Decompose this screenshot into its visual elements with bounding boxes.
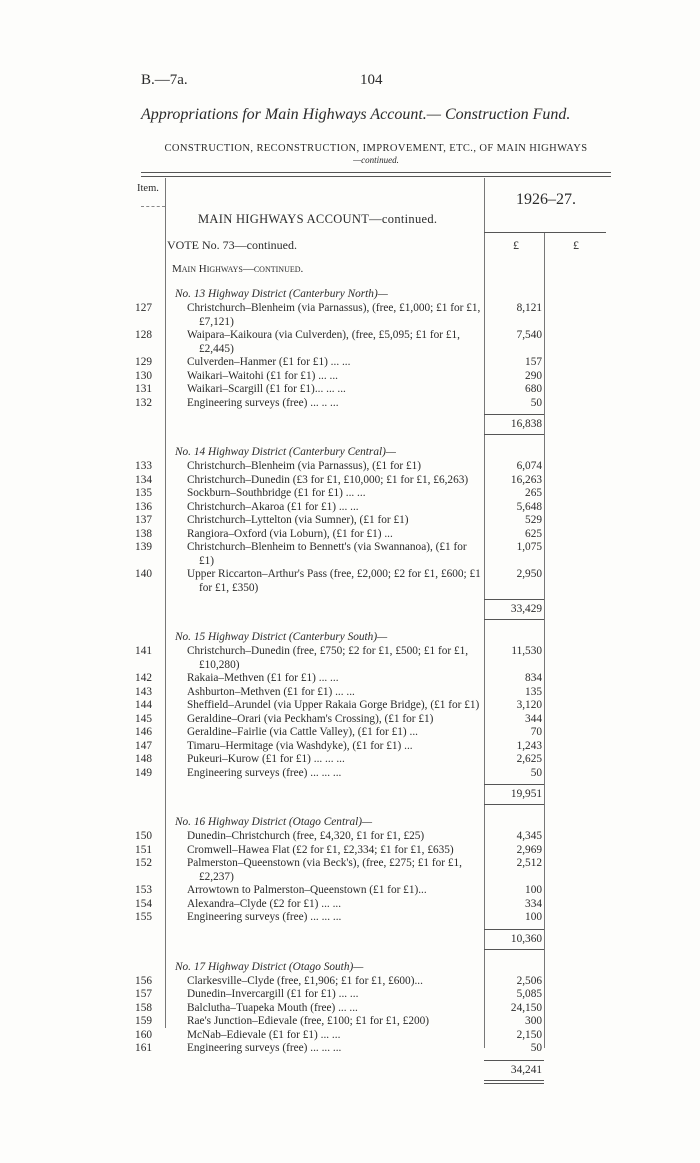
year-heading: 1926–27. <box>516 191 576 208</box>
table-row <box>0 672 700 686</box>
item-description: Ashburton–Methven (£1 for £1) ... ... <box>187 685 355 698</box>
item-amount: 16,263 <box>510 473 542 486</box>
item-description: Palmerston–Queenstown (via Beck's), (free, £275; £1 for £1, £2,237) <box>187 857 462 883</box>
district-total-row <box>0 780 700 806</box>
district-total-underline-rule <box>484 949 544 950</box>
table-row <box>0 884 700 898</box>
item-number: 159 <box>135 1015 152 1027</box>
table-row <box>0 514 700 528</box>
table-row <box>0 740 700 754</box>
item-amount: 265 <box>525 487 542 499</box>
item-amount: 50 <box>530 766 542 779</box>
item-amount: 4,345 <box>516 830 542 842</box>
district-total-rule <box>484 1060 544 1061</box>
item-description: Geraldine–Orari (via Peckham's Crossing), (£1 for £1) <box>187 712 434 725</box>
district-total-underline-rule <box>484 434 544 435</box>
table-row <box>0 329 700 356</box>
item-amount: 344 <box>525 712 542 725</box>
item-number: 136 <box>135 500 152 513</box>
item-description: Christchurch–Dunedin (£3 for £1, £10,000; £1 for £1, £6,263) <box>187 473 469 486</box>
district-total: 19,951 <box>510 788 542 800</box>
item-number: 160 <box>135 1028 152 1041</box>
table-row <box>0 645 700 672</box>
appropriations-table-body <box>0 288 700 1088</box>
item-description: Waikari–Waitohi (£1 for £1) ... ... <box>187 369 338 382</box>
item-amount: 529 <box>525 514 542 526</box>
table-row <box>0 975 700 989</box>
item-description: McNab–Edievale (£1 for £1) ... ... <box>187 1028 341 1041</box>
table-row <box>0 501 700 515</box>
table-row <box>0 911 700 925</box>
district-gap <box>0 806 700 816</box>
final-total-rule-1 <box>484 1080 544 1081</box>
item-description: Engineering surveys (free) ... ... ... <box>187 766 342 779</box>
table-row <box>0 1002 700 1016</box>
item-description: Engineering surveys (free) ... ... ... <box>187 1042 342 1054</box>
table-row <box>0 383 700 397</box>
district-gap <box>0 951 700 961</box>
item-description: Waikari–Scargill (£1 for £1)... ... ... <box>187 383 346 395</box>
item-heading-rule <box>141 206 165 207</box>
table-row <box>0 528 700 542</box>
table-row <box>0 460 700 474</box>
item-amount: 3,120 <box>516 699 542 711</box>
item-number: 132 <box>135 396 152 409</box>
item-description: Geraldine–Fairlie (via Cattle Valley), (£1 for £1) ... <box>187 726 418 738</box>
item-number: 133 <box>135 460 152 472</box>
district-heading-row <box>0 961 700 975</box>
page-number: 104 <box>360 72 383 88</box>
item-number: 156 <box>135 974 152 987</box>
item-number: 155 <box>135 911 152 923</box>
item-amount: 5,085 <box>516 988 542 1000</box>
item-amount: 2,969 <box>516 843 542 856</box>
item-amount: 2,625 <box>516 753 542 765</box>
district-total-row <box>0 595 700 621</box>
district-total: 10,360 <box>510 932 542 945</box>
item-amount: 834 <box>525 672 542 684</box>
table-row <box>0 753 700 767</box>
table-row <box>0 474 700 488</box>
item-description: Engineering surveys (free) ... .. ... <box>187 396 339 409</box>
district-gap <box>0 436 700 446</box>
section-heading: Main Highways—continued. <box>172 263 304 275</box>
item-number: 149 <box>135 766 152 779</box>
table-row <box>0 726 700 740</box>
item-number: 137 <box>135 514 152 526</box>
item-description: Clarkesville–Clyde (free, £1,906; £1 for £1, £600)... <box>187 974 423 987</box>
table-row <box>0 857 700 884</box>
pound-symbol-items: £ <box>513 238 519 252</box>
item-amount: 5,648 <box>516 500 542 513</box>
item-number: 144 <box>135 699 152 711</box>
item-number: 152 <box>135 857 152 869</box>
item-amount: 100 <box>525 884 542 896</box>
item-number: 142 <box>135 672 152 684</box>
item-description: Christchurch–Dunedin (free, £750; £2 for £1, £500; £1 for £1, £10,280) <box>187 645 469 671</box>
district-heading: No. 13 Highway District (Canterbury North)— <box>175 288 388 300</box>
item-number: 127 <box>135 302 152 314</box>
table-top-rule <box>141 172 611 173</box>
district-heading: No. 16 Highway District (Otago Central)— <box>175 816 373 828</box>
item-amount: 1,243 <box>516 739 542 752</box>
document-code: B.—7a. <box>141 72 188 88</box>
table-row <box>0 988 700 1002</box>
item-description: Sockburn–Southbridge (£1 for £1) ... ... <box>187 487 366 499</box>
item-description: Arrowtown to Palmerston–Queenstown (£1 for £1)... <box>187 884 427 896</box>
item-amount: 2,950 <box>516 568 542 580</box>
item-amount: 11,530 <box>511 645 542 657</box>
item-amount: 50 <box>530 1042 542 1054</box>
district-total: 16,838 <box>510 418 542 430</box>
year-heading-rule <box>484 232 606 233</box>
table-row <box>0 1029 700 1043</box>
item-number: 141 <box>135 645 152 657</box>
item-amount: 157 <box>525 356 542 368</box>
item-amount: 50 <box>530 396 542 409</box>
item-number: 145 <box>135 712 152 725</box>
table-row <box>0 397 700 411</box>
pound-symbol-totals: £ <box>573 238 579 252</box>
item-amount: 100 <box>525 911 542 923</box>
district-heading: No. 14 Highway District (Canterbury Central)— <box>175 446 396 458</box>
item-number: 129 <box>135 356 152 368</box>
table-row <box>0 699 700 713</box>
item-description: Upper Riccarton–Arthur's Pass (free, £2,000; £2 for £1, £600; £1 for £1, £350) <box>187 568 481 594</box>
final-total-underline <box>0 1082 700 1088</box>
item-number: 128 <box>135 329 152 341</box>
table-row <box>0 302 700 329</box>
item-amount: 290 <box>525 369 542 382</box>
district-heading: No. 17 Highway District (Otago South)— <box>175 960 364 973</box>
item-number: 131 <box>135 383 152 395</box>
item-amount: 2,512 <box>516 857 542 869</box>
section-subtitle-continued: —continued. <box>353 155 399 165</box>
item-amount: 70 <box>530 726 542 738</box>
item-description: Timaru–Hermitage (via Washdyke), (£1 for £1) ... <box>187 739 413 752</box>
district-heading-row <box>0 446 700 460</box>
table-top-rule-2 <box>141 176 611 177</box>
item-description: Christchurch–Akaroa (£1 for £1) ... ... <box>187 500 359 513</box>
district-total: 34,241 <box>510 1063 542 1076</box>
item-description: Engineering surveys (free) ... ... ... <box>187 911 342 923</box>
district-total-row <box>0 925 700 951</box>
table-row <box>0 541 700 568</box>
item-description: Dunedin–Invercargill (£1 for £1) ... ... <box>187 988 359 1000</box>
item-description: Christchurch–Blenheim (via Parnassus), (£1 for £1) <box>187 460 422 472</box>
item-description: Christchurch–Lyttelton (via Sumner), (£1 for £1) <box>187 514 409 526</box>
item-amount: 8,121 <box>516 302 542 314</box>
item-number: 158 <box>135 1001 152 1014</box>
district-heading: No. 15 Highway District (Canterbury South)— <box>175 631 388 643</box>
district-total-underline-rule <box>484 804 544 805</box>
item-number: 147 <box>135 739 152 752</box>
district-gap <box>0 621 700 631</box>
table-row <box>0 898 700 912</box>
district-heading-row <box>0 816 700 830</box>
item-amount: 6,074 <box>516 460 542 472</box>
item-amount: 625 <box>525 527 542 540</box>
district-total-rule <box>484 929 544 930</box>
item-number: 130 <box>135 369 152 382</box>
item-description: Rangiora–Oxford (via Loburn), (£1 for £1) ... <box>187 527 393 540</box>
item-number: 151 <box>135 843 152 856</box>
item-description: Dunedin–Christchurch (free, £4,320, £1 for £1, £25) <box>187 830 425 842</box>
table-row <box>0 767 700 781</box>
item-amount: 300 <box>525 1015 542 1027</box>
item-number: 150 <box>135 830 152 842</box>
item-description: Rakaia–Methven (£1 for £1) ... ... <box>187 672 339 684</box>
item-description: Christchurch–Blenheim (via Parnassus), (free, £1,000; £1 for £1, £7,121) <box>187 302 481 328</box>
table-row <box>0 844 700 858</box>
district-total-rule <box>484 599 544 600</box>
vote-heading: VOTE No. 73—continued. <box>167 238 297 252</box>
table-row <box>0 356 700 370</box>
item-description: Waipara–Kaikoura (via Culverden), (free, £5,095; £1 for £1, £2,445) <box>187 329 460 355</box>
item-description: Cromwell–Hawea Flat (£2 for £1, £2,334; £1 for £1, £635) <box>187 843 454 856</box>
district-total: 33,429 <box>510 603 542 615</box>
item-amount: 24,150 <box>510 1001 542 1014</box>
item-description: Rae's Junction–Edievale (free, £100; £1 for £1, £200) <box>187 1015 430 1027</box>
item-number: 153 <box>135 884 152 896</box>
table-row <box>0 713 700 727</box>
table-row <box>0 830 700 844</box>
item-description: Christchurch–Blenheim to Bennett's (via Swannanoa), (£1 for £1) <box>187 541 467 567</box>
table-row <box>0 686 700 700</box>
table-row <box>0 1015 700 1029</box>
item-amount: 135 <box>525 685 542 698</box>
item-amount: 2,506 <box>516 974 542 987</box>
item-description: Culverden–Hanmer (£1 for £1) ... ... <box>187 356 351 368</box>
district-heading-row <box>0 288 700 302</box>
table-row <box>0 1042 700 1056</box>
district-heading-row <box>0 631 700 645</box>
item-amount: 7,540 <box>516 329 542 341</box>
item-amount: 2,150 <box>516 1028 542 1041</box>
item-number: 135 <box>135 487 152 499</box>
page-title: Appropriations for Main Highways Account.— Construction Fund. <box>141 106 571 123</box>
item-description: Alexandra–Clyde (£2 for £1) ... ... <box>187 897 342 910</box>
table-row <box>0 370 700 384</box>
item-amount: 1,075 <box>516 541 542 553</box>
item-amount: 680 <box>525 383 542 395</box>
table-row <box>0 568 700 595</box>
item-number: 148 <box>135 753 152 765</box>
item-description: Pukeuri–Kurow (£1 for £1) ... ... ... <box>187 753 345 765</box>
final-total-rule-2 <box>484 1083 544 1084</box>
district-total-row <box>0 410 700 436</box>
district-total-underline-rule <box>484 619 544 620</box>
item-number: 140 <box>135 568 152 580</box>
item-number: 154 <box>135 897 152 910</box>
item-number: 157 <box>135 988 152 1000</box>
item-number: 139 <box>135 541 152 553</box>
item-number: 138 <box>135 527 152 540</box>
item-number: 143 <box>135 685 152 698</box>
table-row <box>0 487 700 501</box>
account-heading: MAIN HIGHWAYS ACCOUNT—continued. <box>198 212 438 226</box>
district-total-rule <box>484 784 544 785</box>
district-total-row <box>0 1056 700 1082</box>
item-column-heading: Item. <box>137 183 159 194</box>
item-number: 134 <box>135 473 152 486</box>
item-description: Balclutha–Tuapeka Mouth (free) ... ... <box>187 1001 358 1014</box>
item-amount: 334 <box>525 897 542 910</box>
district-total-rule <box>484 414 544 415</box>
item-number: 146 <box>135 726 152 738</box>
section-subtitle: CONSTRUCTION, RECONSTRUCTION, IMPROVEMENT, ETC., OF MAIN HIGHWAYS <box>164 143 588 154</box>
item-description: Sheffield–Arundel (via Upper Rakaia Gorge Bridge), (£1 for £1) <box>187 699 480 711</box>
item-number: 161 <box>135 1042 152 1054</box>
